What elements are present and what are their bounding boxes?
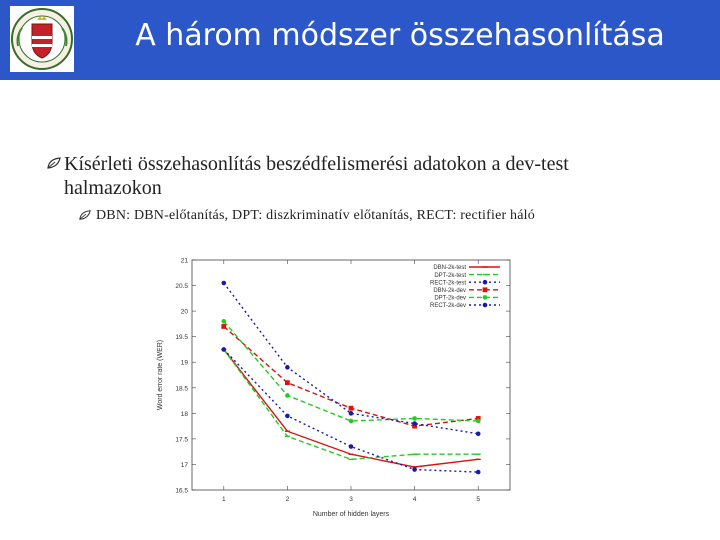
- data-point: [476, 431, 481, 436]
- leaf-bullet-icon: [46, 156, 62, 170]
- legend-marker: [483, 303, 488, 308]
- data-point: [285, 380, 290, 385]
- data-point: [349, 444, 354, 449]
- y-tick-label: 20: [180, 308, 188, 316]
- data-point: [476, 470, 481, 475]
- bullet-sub-text: DBN: DBN-előtanítás, DPT: diszkriminatív előtanítás, RECT: rectifier háló: [96, 208, 535, 223]
- legend-label: RECT-2k-dev: [429, 303, 466, 310]
- y-tick-label: 20.5: [175, 283, 188, 291]
- wer-line-chart: [146, 252, 526, 520]
- data-point: [412, 467, 417, 472]
- data-point: [285, 365, 290, 370]
- x-tick-label: 4: [412, 496, 417, 503]
- legend-marker: [483, 280, 488, 285]
- y-tick-label: 17.5: [175, 436, 188, 444]
- data-point: [222, 347, 227, 352]
- y-tick-label: 21: [180, 257, 188, 265]
- x-tick-label: 5: [476, 496, 481, 503]
- data-point: [412, 421, 417, 426]
- leaf-bullet-icon: [78, 209, 92, 221]
- legend-label: DBN-2k-test: [433, 265, 466, 272]
- legend-label: DPT-2k-dev: [434, 295, 466, 302]
- plot-frame: [192, 260, 510, 490]
- data-point: [349, 406, 354, 411]
- data-point: [349, 419, 354, 424]
- y-tick-label: 16.5: [175, 487, 188, 495]
- data-point: [285, 393, 290, 398]
- x-tick-label: 3: [349, 496, 353, 503]
- data-point: [476, 419, 481, 424]
- data-point: [222, 319, 227, 324]
- x-tick-label: 1: [221, 496, 226, 503]
- slide-title: A három módszer összehasonlítása: [135, 18, 665, 53]
- legend-marker: [483, 287, 488, 292]
- x-tick-label: 2: [285, 496, 290, 503]
- university-crest-icon: [10, 6, 74, 72]
- data-point: [349, 411, 354, 416]
- bullet-sub: [78, 207, 638, 225]
- header-bar: [0, 0, 720, 80]
- legend-marker: [483, 295, 488, 300]
- y-tick-label: 17: [180, 461, 188, 469]
- y-tick-label: 18.5: [175, 385, 188, 393]
- y-tick-label: 18: [180, 410, 188, 418]
- data-point: [221, 324, 226, 329]
- x-axis-label: Number of hidden layers: [312, 511, 390, 518]
- bullet-main-text: Kísérleti összehasonlítás beszédfelismerési adatokon a dev-test halmazokon: [64, 153, 569, 199]
- legend-label: DPT-2k-test: [434, 272, 466, 279]
- y-tick-label: 19.5: [175, 334, 188, 342]
- legend-label: DBN-2k-dev: [433, 288, 466, 294]
- legend-label: RECT-2k-test: [429, 280, 466, 287]
- data-point: [412, 416, 417, 421]
- bullet-main: [46, 152, 606, 200]
- y-axis-label: Word error rate (WER): [157, 339, 164, 411]
- data-point: [285, 414, 290, 419]
- y-tick-label: 19: [180, 359, 188, 367]
- data-point: [222, 281, 227, 286]
